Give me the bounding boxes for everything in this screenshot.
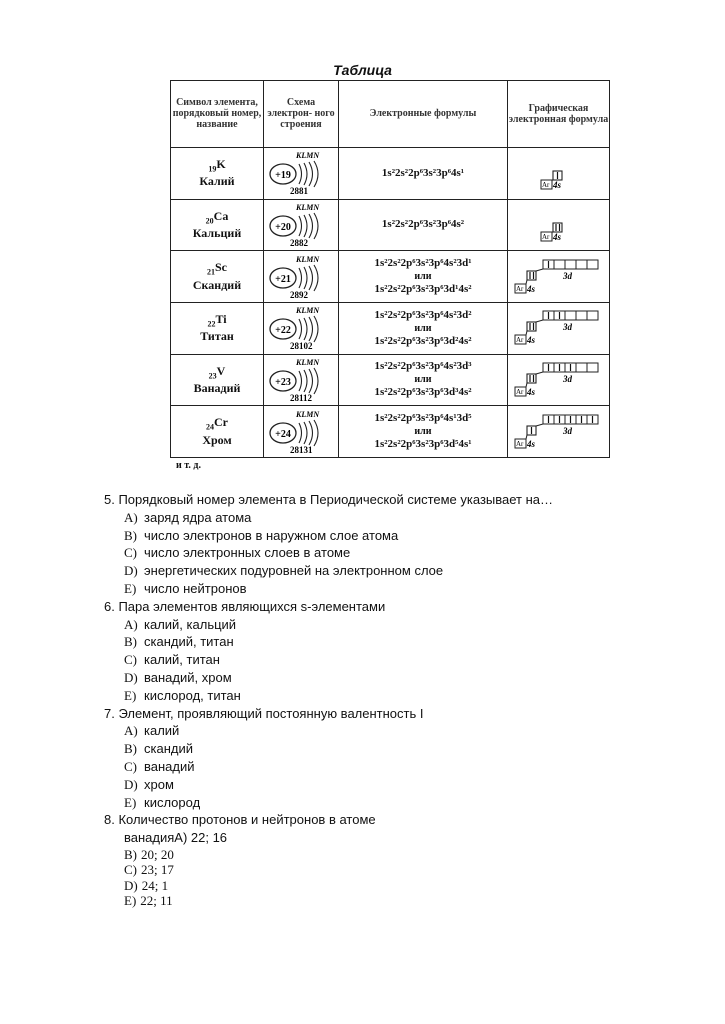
option-text: число нейтронов: [144, 580, 247, 596]
option-letter: B): [124, 634, 137, 650]
element-row: [171, 406, 610, 458]
or-word: или: [414, 322, 432, 334]
option-text: 20; 20: [141, 846, 174, 862]
symbol: Cr: [214, 415, 228, 430]
nuclear-charge: +24: [275, 428, 291, 440]
shell-diagram: [266, 202, 336, 248]
shell-diagram: [266, 254, 336, 300]
etc-note: и т. д.: [176, 460, 201, 471]
shell-arc: [299, 268, 302, 288]
shell-scheme-cell: [264, 147, 339, 199]
option-letter: C): [124, 758, 137, 774]
nuclear-charge: +22: [275, 325, 291, 337]
d-orbital-box: [565, 260, 576, 269]
electron-formula: 1s²2s²2p⁶3s²3p⁶4s¹3d⁵: [374, 412, 472, 425]
element-symbol: [171, 210, 263, 227]
shell-arc: [314, 420, 318, 446]
s-orbital-box: [527, 322, 536, 331]
element-name: Скандий: [192, 277, 242, 292]
option-letter: D): [124, 669, 138, 685]
shell-diagram: [266, 409, 336, 455]
option-text: кислород, титан: [144, 687, 241, 703]
electron-formula: 1s²2s²2p⁶3s²3p⁶4s²3d¹: [374, 257, 472, 270]
header-symbol: Символ элемента, порядковый номер, название: [171, 81, 264, 148]
element-symbol: [171, 158, 263, 175]
answer-option[interactable]: [104, 847, 704, 863]
nuclear-charge: +20: [275, 221, 291, 233]
answer-option[interactable]: [104, 527, 704, 545]
element-symbol: [171, 261, 263, 278]
shell-scheme-cell: [264, 199, 339, 251]
shell-scheme-cell: [264, 302, 339, 354]
option-text: кислород: [144, 794, 201, 810]
electron-formula-cell: [339, 302, 508, 354]
element-symbol-cell: [171, 147, 264, 199]
option-text: скандий: [144, 741, 193, 757]
shell-letters: KLMN: [296, 254, 320, 264]
answer-option[interactable]: [104, 651, 704, 669]
symbol: Ti: [215, 312, 227, 327]
option-text: калий: [144, 723, 180, 739]
answer-option[interactable]: [104, 669, 704, 687]
option-letter: B): [124, 741, 137, 757]
answer-option[interactable]: [104, 562, 704, 580]
element-symbol: [171, 313, 263, 330]
element-name: Хром: [202, 432, 232, 447]
option-letter: E): [124, 580, 137, 596]
symbol: Sc: [215, 260, 227, 275]
shell-arc: [314, 213, 318, 239]
argon-core-label: Ar: [541, 181, 549, 190]
argon-core-label: Ar: [515, 387, 523, 396]
option-letter: B): [124, 527, 137, 543]
d-sublevel-label: 3d: [562, 270, 572, 281]
shell-arc: [299, 319, 302, 339]
orbital-diagram: [511, 360, 607, 400]
answer-option[interactable]: [104, 776, 704, 794]
atomic-number: 24: [206, 422, 214, 432]
nuclear-charge: +19: [275, 170, 291, 182]
s-sublevel-label: 4s: [526, 386, 535, 397]
level-step: [536, 372, 543, 374]
electron-formula-alt: 1s²2s²2p⁶3s²3p⁶3d¹4s²: [374, 283, 472, 296]
question-text: 8. Количество протонов и нейтронов в атоме: [104, 812, 376, 828]
shell-diagram: [266, 150, 336, 196]
shell-scheme-cell: [264, 251, 339, 303]
electron-formula-alt: 1s²2s²2p⁶3s²3p⁶3d⁵4s¹: [374, 438, 472, 451]
or-word: или: [414, 271, 432, 283]
s-orbital-box: [527, 374, 536, 383]
shell-letters: KLMN: [296, 409, 320, 419]
d-orbital-box: [587, 311, 598, 320]
s-sublevel-label: 4s: [526, 438, 535, 449]
header-formula: Электронные формулы: [339, 81, 508, 148]
orbital-diagram: [511, 257, 607, 297]
electron-formula: 1s²2s²2p⁶3s²3p⁶4s²: [381, 218, 465, 231]
element-symbol-cell: [171, 302, 264, 354]
orbital-diagram: [511, 412, 607, 452]
question-text: 5. Порядковый номер элемента в Периодической системе указывает на…: [104, 492, 554, 507]
atomic-number: 20: [205, 216, 214, 226]
s-sublevel-label: 4s: [526, 283, 535, 294]
electron-formula-cell: [339, 251, 508, 303]
element-symbol-cell: [171, 251, 264, 303]
element-symbol-cell: [171, 406, 264, 458]
answer-option[interactable]: [104, 580, 704, 598]
option-text: 24; 1: [141, 877, 169, 893]
orbital-diagram: [511, 308, 607, 348]
option-letter: A): [124, 616, 138, 632]
question: [104, 598, 704, 705]
argon-core-label: Ar: [541, 232, 549, 241]
element-symbol: [171, 365, 263, 382]
element-name: Кальций: [192, 226, 242, 241]
or-word: или: [414, 426, 432, 438]
option-letter: C): [124, 862, 137, 878]
question-text: 6. Пара элементов являющихся s-элементами: [104, 598, 386, 614]
d-orbital-box: [576, 260, 587, 269]
shell-letters: KLMN: [296, 151, 320, 161]
atomic-number: 22: [207, 319, 216, 329]
option-letter: C): [124, 652, 137, 668]
shell-distribution: 28131: [290, 444, 313, 455]
d-orbital-box: [554, 260, 565, 269]
electron-configuration-table: [170, 80, 610, 458]
answer-option[interactable]: [104, 740, 704, 758]
option-text: ванадий, хром: [144, 669, 232, 685]
header-scheme: Схема электрон- ного строения: [264, 81, 339, 148]
shell-arc: [304, 267, 307, 289]
question-8: [104, 811, 704, 909]
option-letter: D): [124, 776, 138, 792]
symbol: V: [216, 363, 226, 378]
or-word: или: [414, 374, 432, 386]
shell-scheme-cell: [264, 354, 339, 406]
option-text: хром: [144, 776, 174, 792]
option-letter: D): [124, 877, 138, 893]
answer-option[interactable]: [104, 893, 704, 909]
option-letter: C): [124, 545, 137, 561]
shell-arc: [309, 162, 313, 186]
shell-arc: [304, 215, 307, 237]
d-orbital-box: [565, 311, 576, 320]
answer-option[interactable]: [104, 616, 704, 634]
shell-letters: KLMN: [296, 306, 320, 316]
shell-diagram: [266, 357, 336, 403]
d-orbital-box: [576, 311, 587, 320]
orbital-diagram-cell: [508, 199, 610, 251]
s-sublevel-label: 4s: [552, 180, 561, 191]
option-text: энергетических подуровней на электронном слое: [144, 563, 444, 579]
option-text: скандий, титан: [144, 634, 234, 650]
shell-arc: [299, 371, 302, 391]
symbol: K: [216, 157, 226, 172]
electron-formula: 1s²2s²2p⁶3s²3p⁶4s¹: [381, 166, 465, 179]
level-step: [536, 424, 543, 426]
answer-option[interactable]: [104, 878, 704, 894]
electron-formula-alt: 1s²2s²2p⁶3s²3p⁶3d³4s²: [374, 386, 472, 399]
shell-arc: [309, 421, 313, 445]
element-symbol-cell: [171, 354, 264, 406]
option-letter: E): [124, 893, 137, 909]
orbital-diagram: [511, 205, 607, 245]
answer-option[interactable]: [104, 687, 704, 705]
s-sublevel-label: 4s: [526, 335, 535, 346]
element-row: [171, 302, 610, 354]
option-letter: E): [124, 687, 137, 703]
atomic-number: 19: [208, 164, 217, 174]
shell-distribution: 2882: [290, 237, 308, 248]
header-graph: Графическая электронная формула: [508, 81, 610, 148]
option-text: ванадий: [144, 758, 195, 774]
answer-option[interactable]: [104, 509, 704, 527]
option-text: калий, кальций: [144, 616, 237, 632]
shell-diagram: [266, 305, 336, 351]
s-orbital-box: [527, 271, 536, 280]
level-step: [536, 269, 543, 271]
shell-letters: KLMN: [296, 202, 320, 212]
s-sublevel-label: 4s: [552, 231, 561, 242]
argon-core-label: Ar: [515, 336, 523, 345]
atomic-number: 23: [208, 371, 217, 381]
electron-formula-cell: [339, 147, 508, 199]
shell-arc: [304, 163, 307, 185]
shell-arc: [304, 318, 307, 340]
question: [104, 491, 704, 598]
d-sublevel-label: 3d: [562, 322, 572, 333]
shell-arc: [299, 164, 302, 184]
electron-formula: 1s²2s²2p⁶3s²3p⁶4s²3d²: [374, 308, 472, 321]
shell-arc: [309, 214, 313, 238]
table-caption: Таблица: [333, 62, 392, 78]
shell-arc: [309, 266, 313, 290]
element-row: [171, 199, 610, 251]
orbital-diagram: [511, 153, 607, 193]
element-symbol-cell: [171, 199, 264, 251]
electron-formula: 1s²2s²2p⁶3s²3p⁶4s²3d³: [374, 360, 472, 373]
option-text: 23; 17: [141, 862, 174, 878]
shell-arc: [314, 265, 318, 291]
option-text: число электронных слоев в атоме: [144, 545, 351, 561]
element-name: Ванадий: [193, 381, 241, 396]
level-step: [536, 320, 543, 322]
electron-formula-cell: [339, 406, 508, 458]
argon-core-label: Ar: [515, 284, 523, 293]
atomic-number: 21: [207, 267, 215, 277]
electron-formula-cell: [339, 354, 508, 406]
option-letter: A): [124, 509, 138, 525]
shell-distribution: 28112: [290, 392, 313, 403]
question-text-continued: ванадияA) 22; 16: [124, 830, 228, 846]
option-letter: E): [124, 794, 137, 810]
shell-arc: [304, 370, 307, 392]
element-row: [171, 251, 610, 303]
element-row: [171, 354, 610, 406]
table-header-row: [171, 81, 610, 148]
questions: [104, 491, 704, 909]
shell-scheme-cell: [264, 406, 339, 458]
option-text: заряд ядра атома: [144, 509, 252, 525]
shell-letters: KLMN: [296, 357, 320, 367]
option-text: калий, титан: [144, 652, 220, 668]
d-orbital-box: [576, 363, 587, 372]
shell-arc: [314, 368, 318, 394]
option-text: 22; 11: [140, 893, 173, 909]
shell-distribution: 2881: [290, 186, 308, 197]
s-orbital-box: [553, 223, 562, 232]
element-name: Титан: [200, 329, 234, 344]
option-letter: A): [124, 723, 138, 739]
answer-option[interactable]: [104, 862, 704, 878]
option-letter: D): [124, 563, 138, 579]
orbital-diagram-cell: [508, 251, 610, 303]
shell-arc: [314, 161, 318, 187]
option-letter: B): [124, 846, 137, 862]
d-orbital-box: [587, 260, 598, 269]
argon-core-label: Ar: [515, 439, 523, 448]
answer-option[interactable]: [104, 758, 704, 776]
answer-option[interactable]: [104, 544, 704, 562]
answer-option[interactable]: [104, 794, 704, 812]
d-sublevel-label: 3d: [562, 373, 572, 384]
element-symbol: [171, 416, 263, 433]
option-text: число электронов в наружном слое атома: [144, 527, 399, 543]
shell-distribution: 2892: [290, 289, 308, 300]
nuclear-charge: +21: [275, 273, 291, 285]
question-text: 7. Элемент, проявляющий постоянную валентность I: [104, 705, 424, 721]
orbital-diagram-cell: [508, 302, 610, 354]
symbol: Ca: [213, 208, 229, 223]
orbital-diagram-cell: [508, 354, 610, 406]
shell-arc: [309, 369, 313, 393]
element-name: Калий: [199, 174, 235, 189]
shell-arc: [299, 423, 302, 443]
answer-option[interactable]: [104, 722, 704, 740]
shell-distribution: 28102: [290, 341, 313, 352]
shell-arc: [304, 422, 307, 444]
nuclear-charge: +23: [275, 376, 291, 388]
answer-option[interactable]: [104, 633, 704, 651]
question: [104, 705, 704, 812]
shell-arc: [299, 216, 302, 236]
d-orbital-box: [587, 363, 598, 372]
electron-formula-alt: 1s²2s²2p⁶3s²3p⁶3d²4s²: [374, 334, 472, 347]
orbital-diagram-cell: [508, 147, 610, 199]
electron-formula-cell: [339, 199, 508, 251]
shell-arc: [314, 316, 318, 342]
shell-arc: [309, 317, 313, 341]
d-sublevel-label: 3d: [562, 425, 572, 436]
element-row: [171, 147, 610, 199]
orbital-diagram-cell: [508, 406, 610, 458]
